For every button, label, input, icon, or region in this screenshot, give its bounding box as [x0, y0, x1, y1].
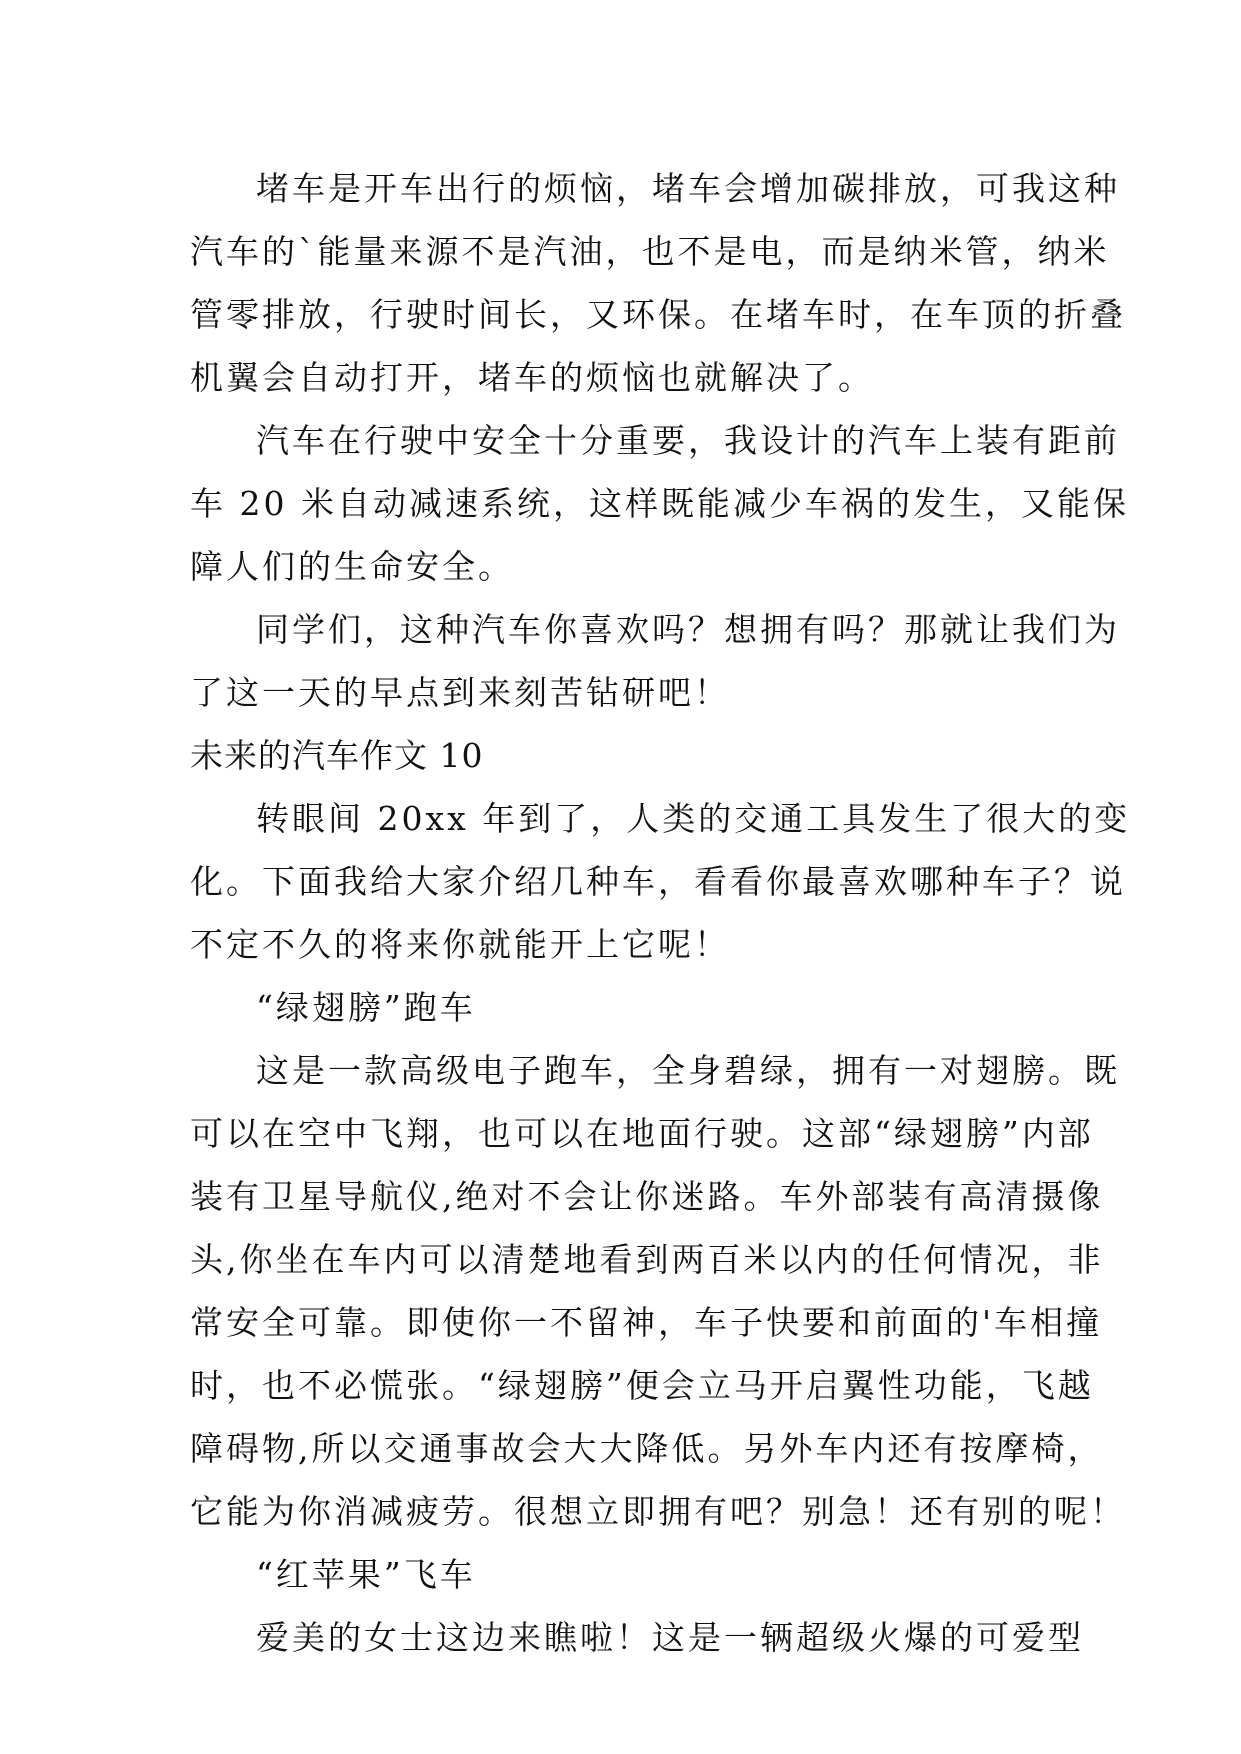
paragraph-line: 时，也不必慌张。“绿翅膀”便会立马开启翼性功能，飞越 — [190, 1366, 1094, 1405]
paragraph-line: 管零排放，行驶时间长，又环保。在堵车时，在车顶的折叠 — [190, 295, 1126, 334]
paragraph-line: 这是一款高级电子跑车，全身碧绿，拥有一对翅膀。既 — [256, 1051, 1120, 1090]
section-heading-green-wings: “绿翅膀”跑车 — [256, 988, 476, 1027]
paragraph-line: 不定不久的将来你就能开上它呢！ — [190, 925, 730, 964]
paragraph-line: 障碍物,所以交通事故会大大降低。另外车内还有按摩椅， — [190, 1429, 1104, 1468]
paragraph-line: 头,你坐在车内可以清楚地看到两百米以内的任何情况，非 — [190, 1240, 1104, 1279]
document-body — [190, 157, 1131, 1669]
paragraph-line: 转眼间 20xx 年到了，人类的交通工具发生了很大的变 — [256, 799, 1131, 838]
paragraph-line: 汽车在行驶中安全十分重要，我设计的汽车上装有距前 — [256, 421, 1120, 460]
paragraph-line: 爱美的女士这边来瞧啦！这是一辆超级火爆的可爱型 — [256, 1618, 1084, 1657]
paragraph-line: 它能为你消减疲劳。很想立即拥有吧？别急！还有别的呢！ — [190, 1492, 1126, 1531]
paragraph-line: 障人们的生命安全。 — [190, 547, 514, 586]
paragraph-line: 车 20 米自动减速系统，这样既能减少车祸的发生，又能保 — [190, 484, 1129, 523]
paragraph-line: 同学们，这种汽车你喜欢吗？想拥有吗？那就让我们为 — [256, 610, 1120, 649]
paragraph-line: 了这一天的早点到来刻苦钻研吧！ — [190, 673, 730, 712]
paragraph-line: 常安全可靠。即使你一不留神，车子快要和前面的'车相撞 — [190, 1303, 1103, 1342]
paragraph-line: 可以在空中飞翔，也可以在地面行驶。这部“绿翅膀”内部 — [190, 1114, 1094, 1153]
section-heading-red-apple: “红苹果”飞车 — [256, 1555, 476, 1594]
paragraph-line: 堵车是开车出行的烦恼，堵车会增加碳排放，可我这种 — [256, 169, 1120, 208]
essay-title: 未来的汽车作文 10 — [190, 736, 484, 775]
paragraph-line: 化。下面我给大家介绍几种车，看看你最喜欢哪种车子？说 — [190, 862, 1126, 901]
paragraph-line: 汽车的`能量来源不是汽油，也不是电，而是纳米管，纳米 — [190, 232, 1110, 271]
paragraph-line: 装有卫星导航仪,绝对不会让你迷路。车外部装有高清摄像 — [190, 1177, 1104, 1216]
paragraph-line: 机翼会自动打开，堵车的烦恼也就解决了。 — [190, 358, 874, 397]
